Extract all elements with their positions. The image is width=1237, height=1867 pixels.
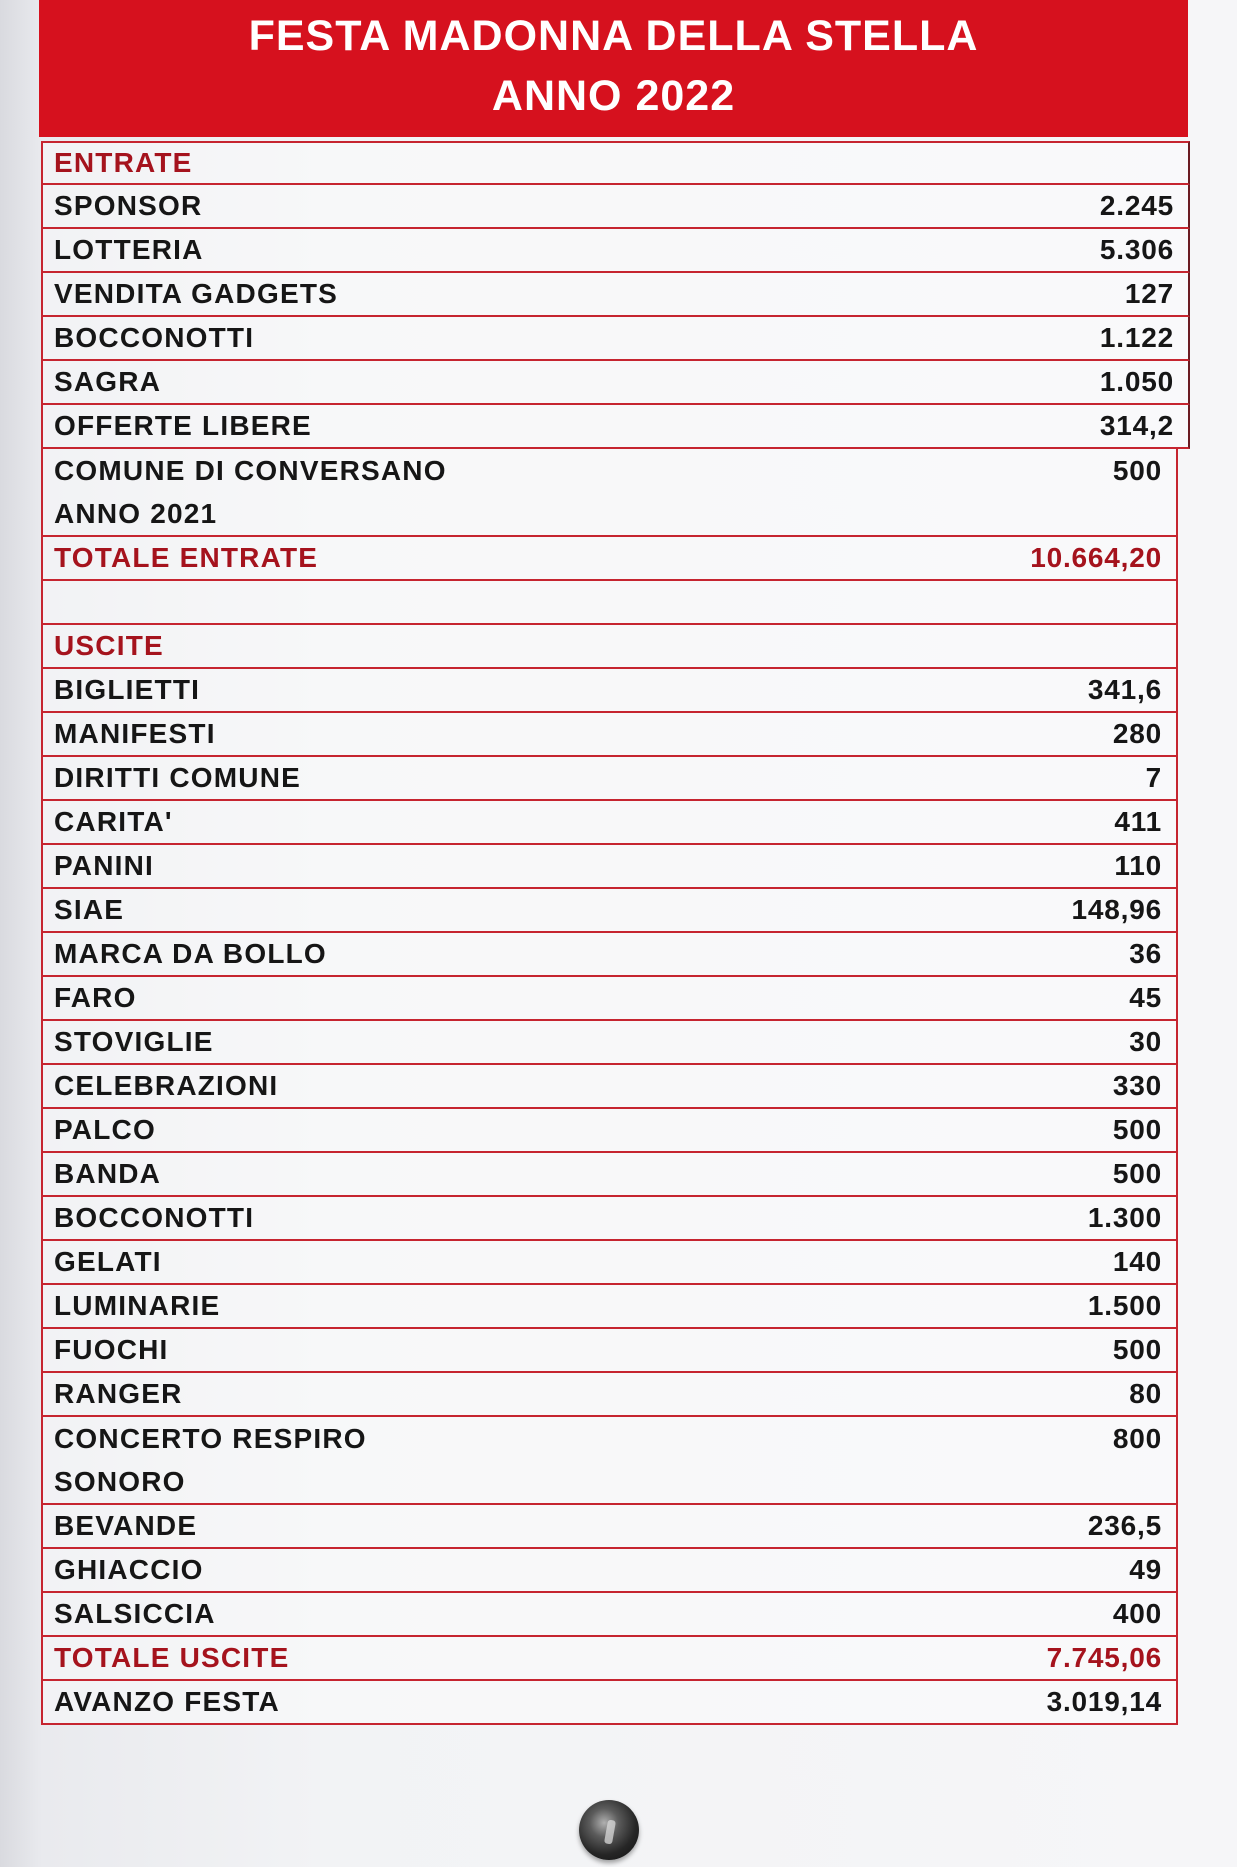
row-label	[54, 1114, 156, 1146]
row-label-text: VENDITA GADGETS	[54, 278, 339, 309]
row-label-text: SALSICCIA	[54, 1598, 216, 1629]
row-label	[54, 1246, 162, 1278]
row-value: 2.245	[1099, 190, 1174, 221]
row-label	[54, 1290, 220, 1322]
entrate-rows	[41, 185, 1190, 537]
row-label-text: LUMINARIE	[54, 1290, 221, 1321]
empty-row	[41, 581, 1178, 625]
title-line-2: ANNO 2022	[491, 72, 736, 120]
table-row	[41, 449, 1178, 537]
row-value: 45	[1129, 982, 1162, 1013]
row-label-text: FARO	[54, 982, 137, 1013]
row-label-text: GELATI	[54, 1246, 162, 1277]
row-label	[54, 190, 202, 222]
row-label-text: CONCERTO RESPIRO	[54, 1423, 367, 1454]
row-label	[54, 1417, 367, 1503]
table-row	[41, 1505, 1178, 1549]
row-label	[54, 850, 154, 882]
table-row	[41, 273, 1190, 317]
table-row	[41, 1373, 1178, 1417]
table-row	[41, 317, 1190, 361]
row-label	[54, 806, 173, 838]
table-row	[41, 1285, 1178, 1329]
totale-entrate-label: TOTALE ENTRATE	[54, 542, 319, 573]
row-label	[54, 718, 216, 750]
table-row	[41, 669, 1178, 713]
title-banner	[39, 0, 1188, 137]
table-row	[41, 933, 1178, 977]
row-label-text: SIAE	[54, 894, 125, 925]
row-label	[54, 938, 327, 970]
row-value: 80	[1129, 1378, 1162, 1409]
row-value: 140	[1112, 1246, 1162, 1277]
row-value: 500	[1112, 1158, 1162, 1189]
row-label-text: CELEBRAZIONI	[54, 1070, 279, 1101]
row-label	[54, 1334, 169, 1366]
push-pin-icon	[579, 1800, 639, 1860]
row-label	[54, 894, 124, 926]
row-label-text: PALCO	[54, 1114, 156, 1145]
row-label-text: MANIFESTI	[54, 718, 216, 749]
row-value: 500	[1112, 1334, 1162, 1365]
entrate-heading: ENTRATE	[54, 147, 193, 178]
row-label	[54, 1070, 278, 1102]
table-row	[41, 889, 1178, 933]
row-label-text: SPONSOR	[54, 190, 203, 221]
row-value: 236,5	[1087, 1510, 1162, 1541]
row-value: 110	[1114, 850, 1162, 881]
table-row	[41, 405, 1190, 449]
row-label	[54, 278, 338, 310]
row-value: 400	[1112, 1598, 1162, 1629]
row-value: 49	[1129, 1554, 1162, 1585]
row-value: 280	[1112, 718, 1162, 749]
table-row	[41, 185, 1190, 229]
row-label	[54, 449, 447, 535]
row-value: 5.306	[1099, 234, 1174, 265]
avanzo-festa-label: AVANZO FESTA	[54, 1686, 280, 1717]
totale-uscite-value: 7.745,06	[1046, 1642, 1162, 1673]
row-label-text-line-2: SONORO	[54, 1466, 186, 1497]
table-row	[41, 801, 1178, 845]
row-value: 500	[1112, 455, 1162, 486]
row-label-text: STOVIGLIE	[54, 1026, 214, 1057]
uscite-rows	[41, 669, 1190, 1637]
avanzo-festa-row	[41, 1681, 1178, 1725]
row-value: 330	[1112, 1070, 1162, 1101]
row-label-text: RANGER	[54, 1378, 183, 1409]
table-row	[41, 713, 1178, 757]
totale-entrate-value: 10.664,20	[1030, 542, 1162, 573]
row-label-text-line-2: ANNO 2021	[54, 498, 218, 529]
row-label-text: MARCA DA BOLLO	[54, 938, 327, 969]
entrate-heading-row	[41, 141, 1190, 185]
row-value: 1.050	[1099, 366, 1174, 397]
row-label-text: BIGLIETTI	[54, 674, 201, 705]
table-row	[41, 1549, 1178, 1593]
row-value: 800	[1112, 1423, 1162, 1454]
row-label-text: OFFERTE LIBERE	[54, 410, 312, 441]
row-value: 127	[1124, 278, 1174, 309]
row-label-text: LOTTERIA	[54, 234, 204, 265]
title-line-1: FESTA MADONNA DELLA STELLA	[248, 12, 979, 60]
row-value: 1.300	[1087, 1202, 1162, 1233]
row-label-text: CARITA'	[54, 806, 173, 837]
uscite-heading: USCITE	[54, 630, 164, 661]
row-label-text: GHIACCIO	[54, 1554, 204, 1585]
row-label-text: BANDA	[54, 1158, 162, 1189]
row-value: 30	[1129, 1026, 1162, 1057]
table-row	[41, 757, 1178, 801]
row-value: 500	[1112, 1114, 1162, 1145]
row-label	[54, 234, 204, 266]
row-label	[54, 1554, 204, 1586]
table-row	[41, 1109, 1178, 1153]
row-label	[54, 366, 161, 398]
row-label-text: BOCCONOTTI	[54, 322, 255, 353]
table-row	[41, 361, 1190, 405]
avanzo-festa-value: 3.019,14	[1046, 1686, 1162, 1717]
table-row	[41, 1153, 1178, 1197]
row-label	[54, 982, 137, 1014]
row-label-text: FUOCHI	[54, 1334, 169, 1365]
row-label	[54, 410, 312, 442]
row-value: 314,2	[1099, 410, 1174, 441]
row-value: 411	[1114, 806, 1162, 837]
row-label-text: SAGRA	[54, 366, 162, 397]
row-value: 1.500	[1087, 1290, 1162, 1321]
row-label	[54, 762, 301, 794]
row-label	[54, 1158, 161, 1190]
totale-uscite-label: TOTALE USCITE	[54, 1642, 290, 1673]
row-label	[54, 1202, 254, 1234]
row-label-text: PANINI	[54, 850, 155, 881]
row-label-text: COMUNE DI CONVERSANO	[54, 455, 447, 486]
table-row	[41, 845, 1178, 889]
budget-table	[41, 141, 1190, 1725]
row-label	[54, 674, 200, 706]
table-row	[41, 1329, 1178, 1373]
table-row	[41, 1197, 1178, 1241]
totale-entrate-row	[41, 537, 1178, 581]
row-value: 341,6	[1087, 674, 1162, 705]
row-value: 7	[1145, 762, 1162, 793]
row-value: 1.122	[1099, 322, 1174, 353]
table-row	[41, 1241, 1178, 1285]
row-label-text: BOCCONOTTI	[54, 1202, 255, 1233]
table-row	[41, 1065, 1178, 1109]
row-label	[54, 322, 254, 354]
table-row	[41, 1417, 1178, 1505]
table-row	[41, 1593, 1178, 1637]
totale-uscite-row	[41, 1637, 1178, 1681]
row-label	[54, 1598, 216, 1630]
uscite-heading-row	[41, 625, 1178, 669]
row-label	[54, 1026, 214, 1058]
table-row	[41, 977, 1178, 1021]
row-label-text: DIRITTI COMUNE	[54, 762, 302, 793]
row-value: 148,96	[1071, 894, 1162, 925]
row-label	[54, 1510, 197, 1542]
row-label	[54, 1378, 183, 1410]
row-value: 36	[1129, 938, 1162, 969]
table-row	[41, 229, 1190, 273]
table-row	[41, 1021, 1178, 1065]
row-label-text: BEVANDE	[54, 1510, 198, 1541]
